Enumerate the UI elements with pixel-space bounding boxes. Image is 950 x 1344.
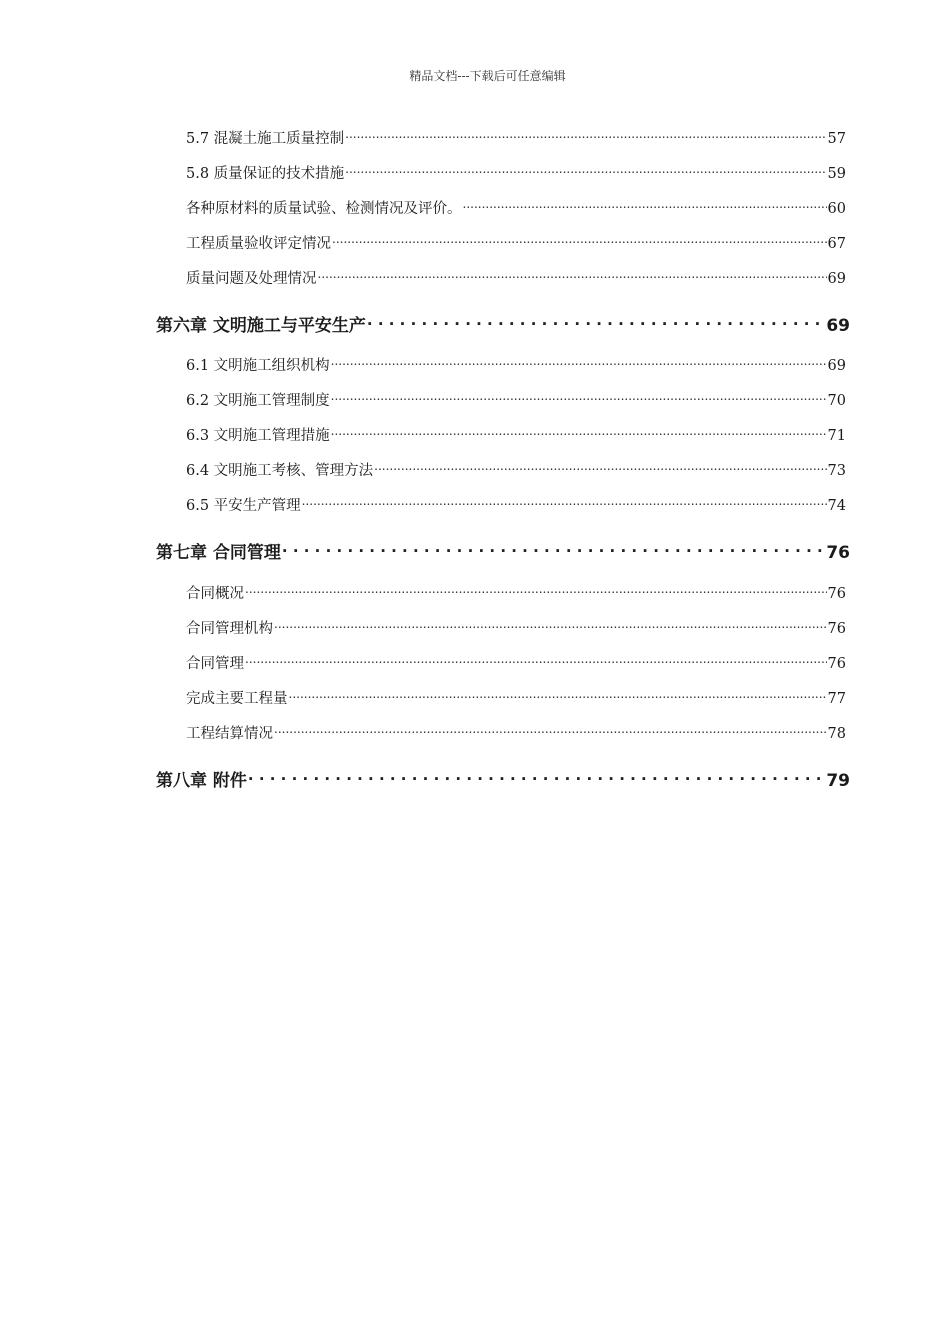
toc-entry-label: 合同概况: [186, 586, 244, 602]
toc-leader-dots: [367, 314, 825, 331]
toc-page-number: 74: [827, 498, 846, 514]
toc-entry-label: 工程质量验收评定情况: [186, 236, 331, 252]
toc-entry-label: 5.8 质量保证的技术措施: [186, 166, 345, 182]
toc-chapter-label: 第六章 文明施工与平安生产: [156, 316, 366, 336]
toc-leader-dots: [463, 199, 827, 214]
toc-page-number: 76: [827, 586, 846, 602]
toc-entry-contract-overview[interactable]: [186, 582, 846, 603]
toc-page-number: 59: [827, 166, 846, 182]
toc-page-number: 76: [826, 543, 850, 563]
toc-entry-label: 合同管理机构: [186, 621, 273, 637]
toc-entry-materials[interactable]: [186, 197, 846, 218]
toc-entry-label: 6.1 文明施工组织机构: [186, 358, 330, 374]
toc-page-number: 69: [826, 316, 850, 336]
toc-entry-5-8[interactable]: [186, 162, 846, 183]
toc-leader-dots: [289, 689, 827, 704]
toc-entry-label: 6.5 平安生产管理: [186, 498, 301, 514]
toc-entry-label: 各种原材料的质量试验、检测情况及评价。: [186, 201, 462, 217]
toc-entry-6-4[interactable]: [186, 459, 846, 480]
toc-page-number: 60: [827, 201, 846, 217]
toc-entry-quality-issues[interactable]: [186, 267, 846, 288]
toc-chapter-8[interactable]: [156, 766, 850, 791]
toc-entry-6-3[interactable]: [186, 424, 846, 445]
toc-leader-dots: [331, 391, 827, 406]
toc-entry-quantities[interactable]: [186, 687, 846, 708]
toc-entry-label: 完成主要工程量: [186, 691, 288, 707]
toc-leader-dots: [374, 461, 826, 476]
toc-entry-label: 6.4 文明施工考核、管理方法: [186, 463, 374, 479]
toc-page-number: 57: [827, 131, 846, 147]
toc-leader-dots: [274, 619, 827, 634]
toc-chapter-7[interactable]: [156, 538, 850, 563]
toc-leader-dots: [245, 654, 827, 669]
toc-leader-dots: [245, 584, 827, 599]
toc-entry-label: 质量问题及处理情况: [186, 271, 317, 287]
toc-chapter-label: 第七章 合同管理: [156, 543, 281, 563]
toc-chapter-label: 第八章 附件: [156, 771, 247, 791]
toc-leader-dots: [345, 129, 826, 144]
toc-leader-dots: [302, 496, 827, 511]
toc-leader-dots: [248, 769, 825, 786]
toc-chapter-6[interactable]: [156, 311, 850, 336]
toc-entry-6-2[interactable]: [186, 389, 846, 410]
toc-page-number: 69: [827, 271, 846, 287]
toc-leader-dots: [345, 164, 826, 179]
toc-entry-acceptance[interactable]: [186, 232, 846, 253]
toc-entry-label: 6.3 文明施工管理措施: [186, 428, 330, 444]
toc-page-number: 76: [827, 621, 846, 637]
toc-entry-label: 工程结算情况: [186, 726, 273, 742]
toc-entry-label: 5.7 混凝土施工质量控制: [186, 131, 345, 147]
toc-page-number: 79: [826, 771, 850, 791]
toc-page-number: 78: [827, 726, 846, 742]
toc-leader-dots: [318, 269, 827, 284]
toc-page-number: 77: [827, 691, 846, 707]
toc-entry-label: 6.2 文明施工管理制度: [186, 393, 330, 409]
toc-leader-dots: [331, 356, 827, 371]
toc-entry-contract-org[interactable]: [186, 617, 846, 638]
toc-entry-label: 合同管理: [186, 656, 244, 672]
toc-page-number: 73: [827, 463, 846, 479]
toc-leader-dots: [282, 541, 825, 558]
toc-entry-5-7[interactable]: [186, 127, 846, 148]
toc-leader-dots: [332, 234, 827, 249]
toc-entry-settlement[interactable]: [186, 722, 846, 743]
toc-page-number: 67: [827, 236, 846, 252]
toc-leader-dots: [274, 724, 827, 739]
toc-entry-contract-management[interactable]: [186, 652, 846, 673]
page-header: 精品文档---下载后可任意编辑: [409, 69, 566, 83]
toc-page-number: 70: [827, 393, 846, 409]
toc-page-number: 71: [827, 428, 846, 444]
toc-page-number: 69: [827, 358, 846, 374]
toc-entry-6-5[interactable]: [186, 494, 846, 515]
toc-page-number: 76: [827, 656, 846, 672]
toc-entry-6-1[interactable]: [186, 354, 846, 375]
toc-leader-dots: [331, 426, 827, 441]
